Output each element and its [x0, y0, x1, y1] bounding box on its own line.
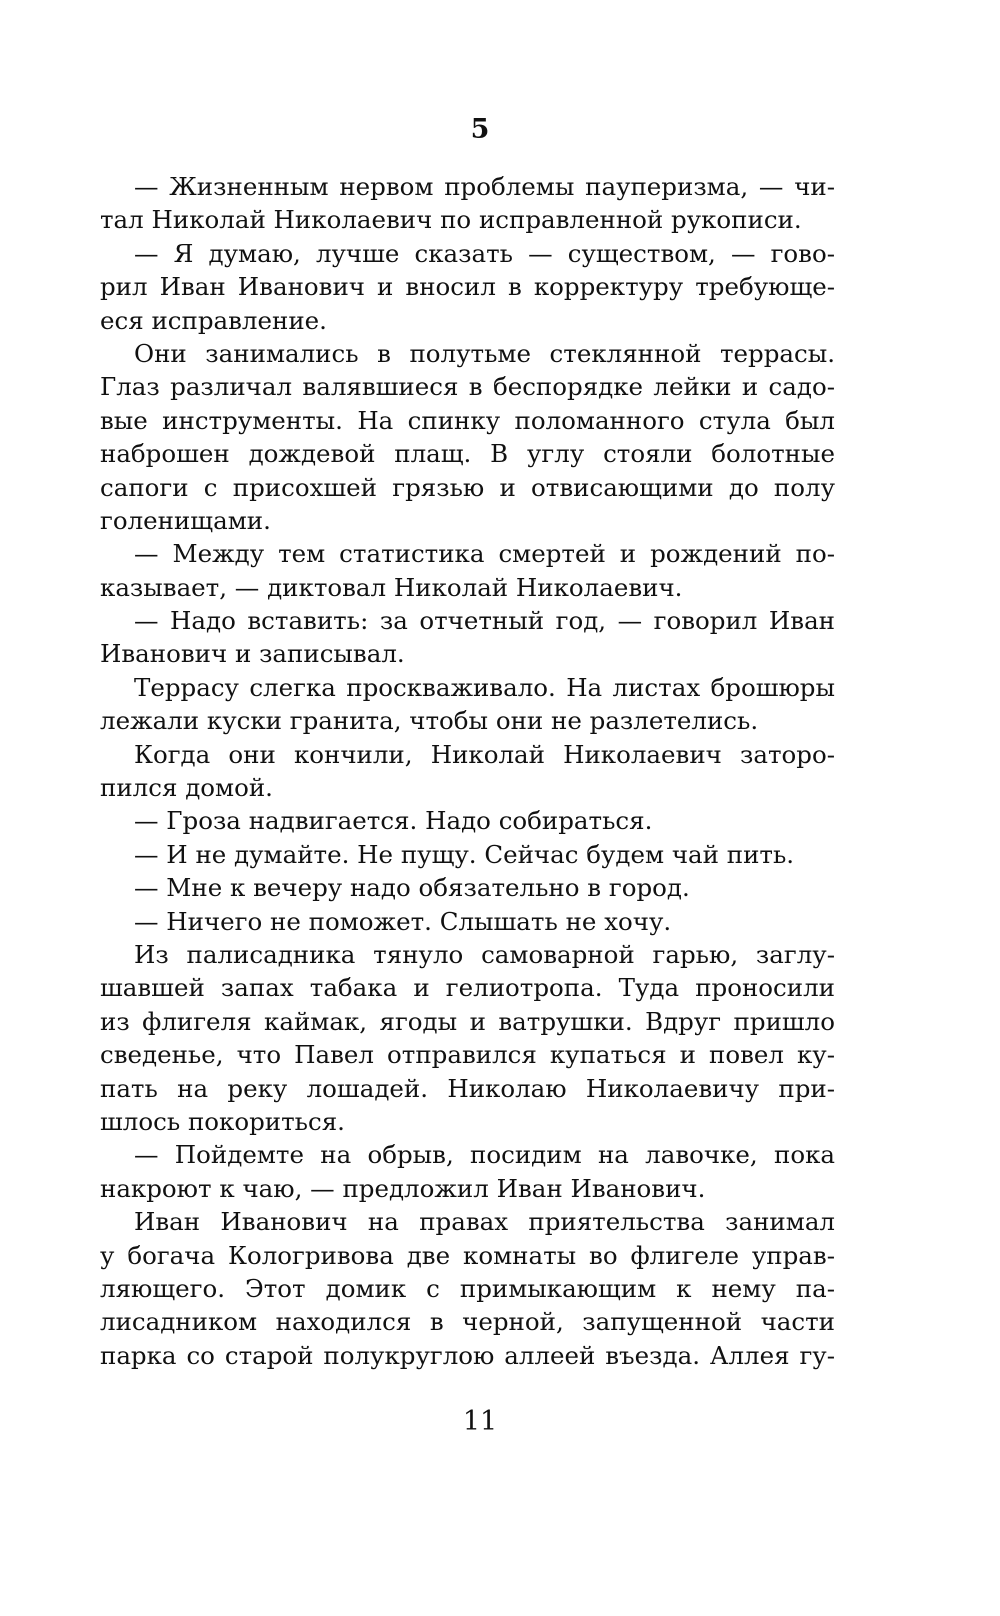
text-line: парка со старой полукруглою аллеей въезда. Аллея гу- — [100, 1340, 835, 1370]
text-line: ляющего. Этот домик с примыкающим к нему па- — [100, 1273, 835, 1303]
text-line: сапоги с присохшей грязью и отвисающими до полу — [100, 472, 835, 502]
text-line: Террасу слегка просквaживало. На листах брошюры — [134, 672, 835, 702]
text-line: казывает, — диктовал Николай Николаевич. — [100, 572, 683, 602]
chapter-number: 5 — [470, 114, 490, 145]
text-line: — Гроза надвигается. Надо собираться. — [134, 806, 653, 836]
text-line: Иван Иванович на правах приятельства занимал — [134, 1207, 835, 1237]
text-line: Они занимались в полутьме стеклянной террасы. — [134, 338, 835, 368]
text-line: наброшен дождевой плащ. В углу стояли болотные — [100, 439, 835, 469]
text-line: — Ничего не поможет. Слышать не хочу. — [134, 906, 672, 936]
text-line: шлось покориться. — [100, 1106, 345, 1136]
text-line: Из палисадника тянуло самоварной гарью, заглу- — [134, 939, 835, 969]
text-line: накроют к чаю, — предложил Иван Иванович. — [100, 1173, 706, 1203]
text-line: еся исправление. — [100, 305, 327, 335]
text-line: — Пойдемте на обрыв, посидим на лавочке, пока — [134, 1140, 835, 1170]
text-line: — Жизненным нервом проблемы пауперизма, — чи- — [134, 172, 835, 201]
text-line: рил Иван Иванович и вносил в корректуру требующе- — [100, 272, 835, 302]
text-line: — Между тем статистика смертей и рождений по- — [134, 539, 835, 569]
text-line: — Мне к вечеру надо обязательно в город. — [134, 873, 690, 903]
text-line: тал Николай Николаевич по исправленной рукописи. — [100, 205, 802, 235]
text-line: Глаз различал валявшиеся в беспорядке лейки и садо- — [100, 372, 835, 402]
text-line: — Надо вставить: за отчетный год, — говорил Иван — [134, 606, 835, 636]
text-line: шавшей запах табака и гелиотропа. Туда проносили — [100, 973, 835, 1003]
text-line: голенищами. — [100, 505, 271, 535]
text-line: вые инструменты. На спинку поломанного стула был — [100, 405, 835, 435]
text-line: — И не думайте. Не пущу. Сейчас будем чай пить. — [134, 839, 795, 869]
text-line: лежали куски гранита, чтобы они не разлетелись. — [100, 706, 759, 736]
text-line: лисадником находился в черной, запущенной части — [100, 1307, 835, 1337]
text-line: из флигеля каймак, ягоды и ватрушки. Вдруг пришло — [100, 1006, 835, 1036]
text-line: Когда они кончили, Николай Николаевич заторо- — [134, 739, 835, 769]
text-line: пать на реку лошадей. Николаю Николаевичу при- — [100, 1073, 835, 1103]
text-line: сведенье, что Павел отправился купаться и повел ку- — [100, 1040, 835, 1070]
text-line: — Я думаю, лучше сказать — существом, — гово- — [134, 238, 835, 268]
text-line: у богача Кологривова две комнаты во флигеле управ- — [100, 1240, 835, 1270]
text-line: пился домой. — [100, 773, 273, 803]
body-text — [100, 170, 835, 1372]
page-number: 11 — [462, 1406, 498, 1437]
text-line: Иванович и записывал. — [100, 639, 405, 669]
